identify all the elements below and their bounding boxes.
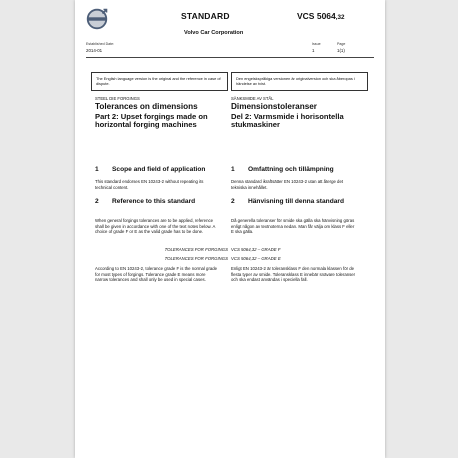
tolerance-note-value: VCS 5064,32 – GRADE F [231,247,281,252]
company-name: Volvo Car Corporation [184,30,244,36]
category-english: STEEL DIE FORGINGS [95,96,140,101]
part-title-swedish: Del 2: Varmsmide i horisontella stukmaskiner [231,112,344,130]
tolerance-note-value: VCS 5064,32 – GRADE E [231,256,281,261]
section-title: Omfattning och tillämpning [248,166,334,173]
section-1-body-english: This standard endorses EN 10243-2 without repeating its technical content. [95,179,204,190]
tolerance-note-label: TOLERANCES FOR FORGINGS [164,247,228,252]
section-1-heading-swedish [231,166,371,173]
document-number-main: VCS 5064 [297,11,336,21]
notice-swedish: Den engelskspråkiga versionen är originalversion och ska åberopas i händelse av tvist. [231,72,368,91]
section-number: 2 [231,198,235,205]
title-english: Tolerances on dimensions [95,102,198,111]
established-label: Established Date: [86,42,115,46]
section-1-heading-english [95,166,230,173]
section-2-body-english: When general forgings tolerances are to be applied, reference shall be given in accordance with one of the text notes below. A choice of grade F or E as the valid grade has to be done. [95,218,216,235]
established-value: 2014-01 [86,48,103,53]
section-title: Hänvisning till denna standard [248,198,344,205]
section-number: 1 [95,166,99,173]
title-swedish: Dimensionstoleranser [231,102,317,111]
category-swedish: SÄNKSMIDE AV STÅL [231,96,274,101]
section-2-heading-english [95,198,230,205]
issue-label: Issue [312,42,321,46]
tolerance-note-label: TOLERANCES FOR FORGINGS [164,256,228,261]
section-number: 1 [231,166,235,173]
section-title: Scope and field of application [112,166,206,173]
section-2-heading-swedish [231,198,371,205]
tolerance-note-grade-f [95,247,371,253]
section-1-body-swedish: Denna standard ikraftsätter EN 10243-2 utan att återge det tekniska innehållet. [231,179,344,190]
section-number: 2 [95,198,99,205]
volvo-logo-icon [86,8,108,30]
section-2-body-swedish: Då generella toleranser för smide ska gälla ska hänvisning göras enligt någon av textnoterna nedan. Man får välja om klass F eller E ska gälla. [231,218,355,235]
part-title-english: Part 2: Upset forgings made on horizontal forging machines [95,112,208,130]
notice-english: The English language version is the original and the reference in case of dispute. [91,72,228,91]
issue-value: 1 [312,48,315,53]
page-value: 1(1) [337,48,345,53]
document-number-suffix: ,32 [335,14,345,21]
tolerance-note-grade-e [95,256,371,262]
document-type: STANDARD [181,11,230,21]
section-title: Reference to this standard [112,198,196,205]
document-page [75,0,385,458]
grade-body-english: According to EN 10243-2, tolerance grade F is the normal grade for most types of forgings. Tolerance grade E means more narrow tolerances and shall only be used in special cases. [95,266,218,283]
grade-body-swedish: Enligt EN 10243-2 är toleransklass F den normala klassen för de flesta typer av smide. Toleransklass E innebär snävare toleranser och ska endast användas i speciella fall. [231,266,356,283]
document-number [297,11,345,21]
page-label: Page [337,42,346,46]
header-divider [86,57,374,58]
